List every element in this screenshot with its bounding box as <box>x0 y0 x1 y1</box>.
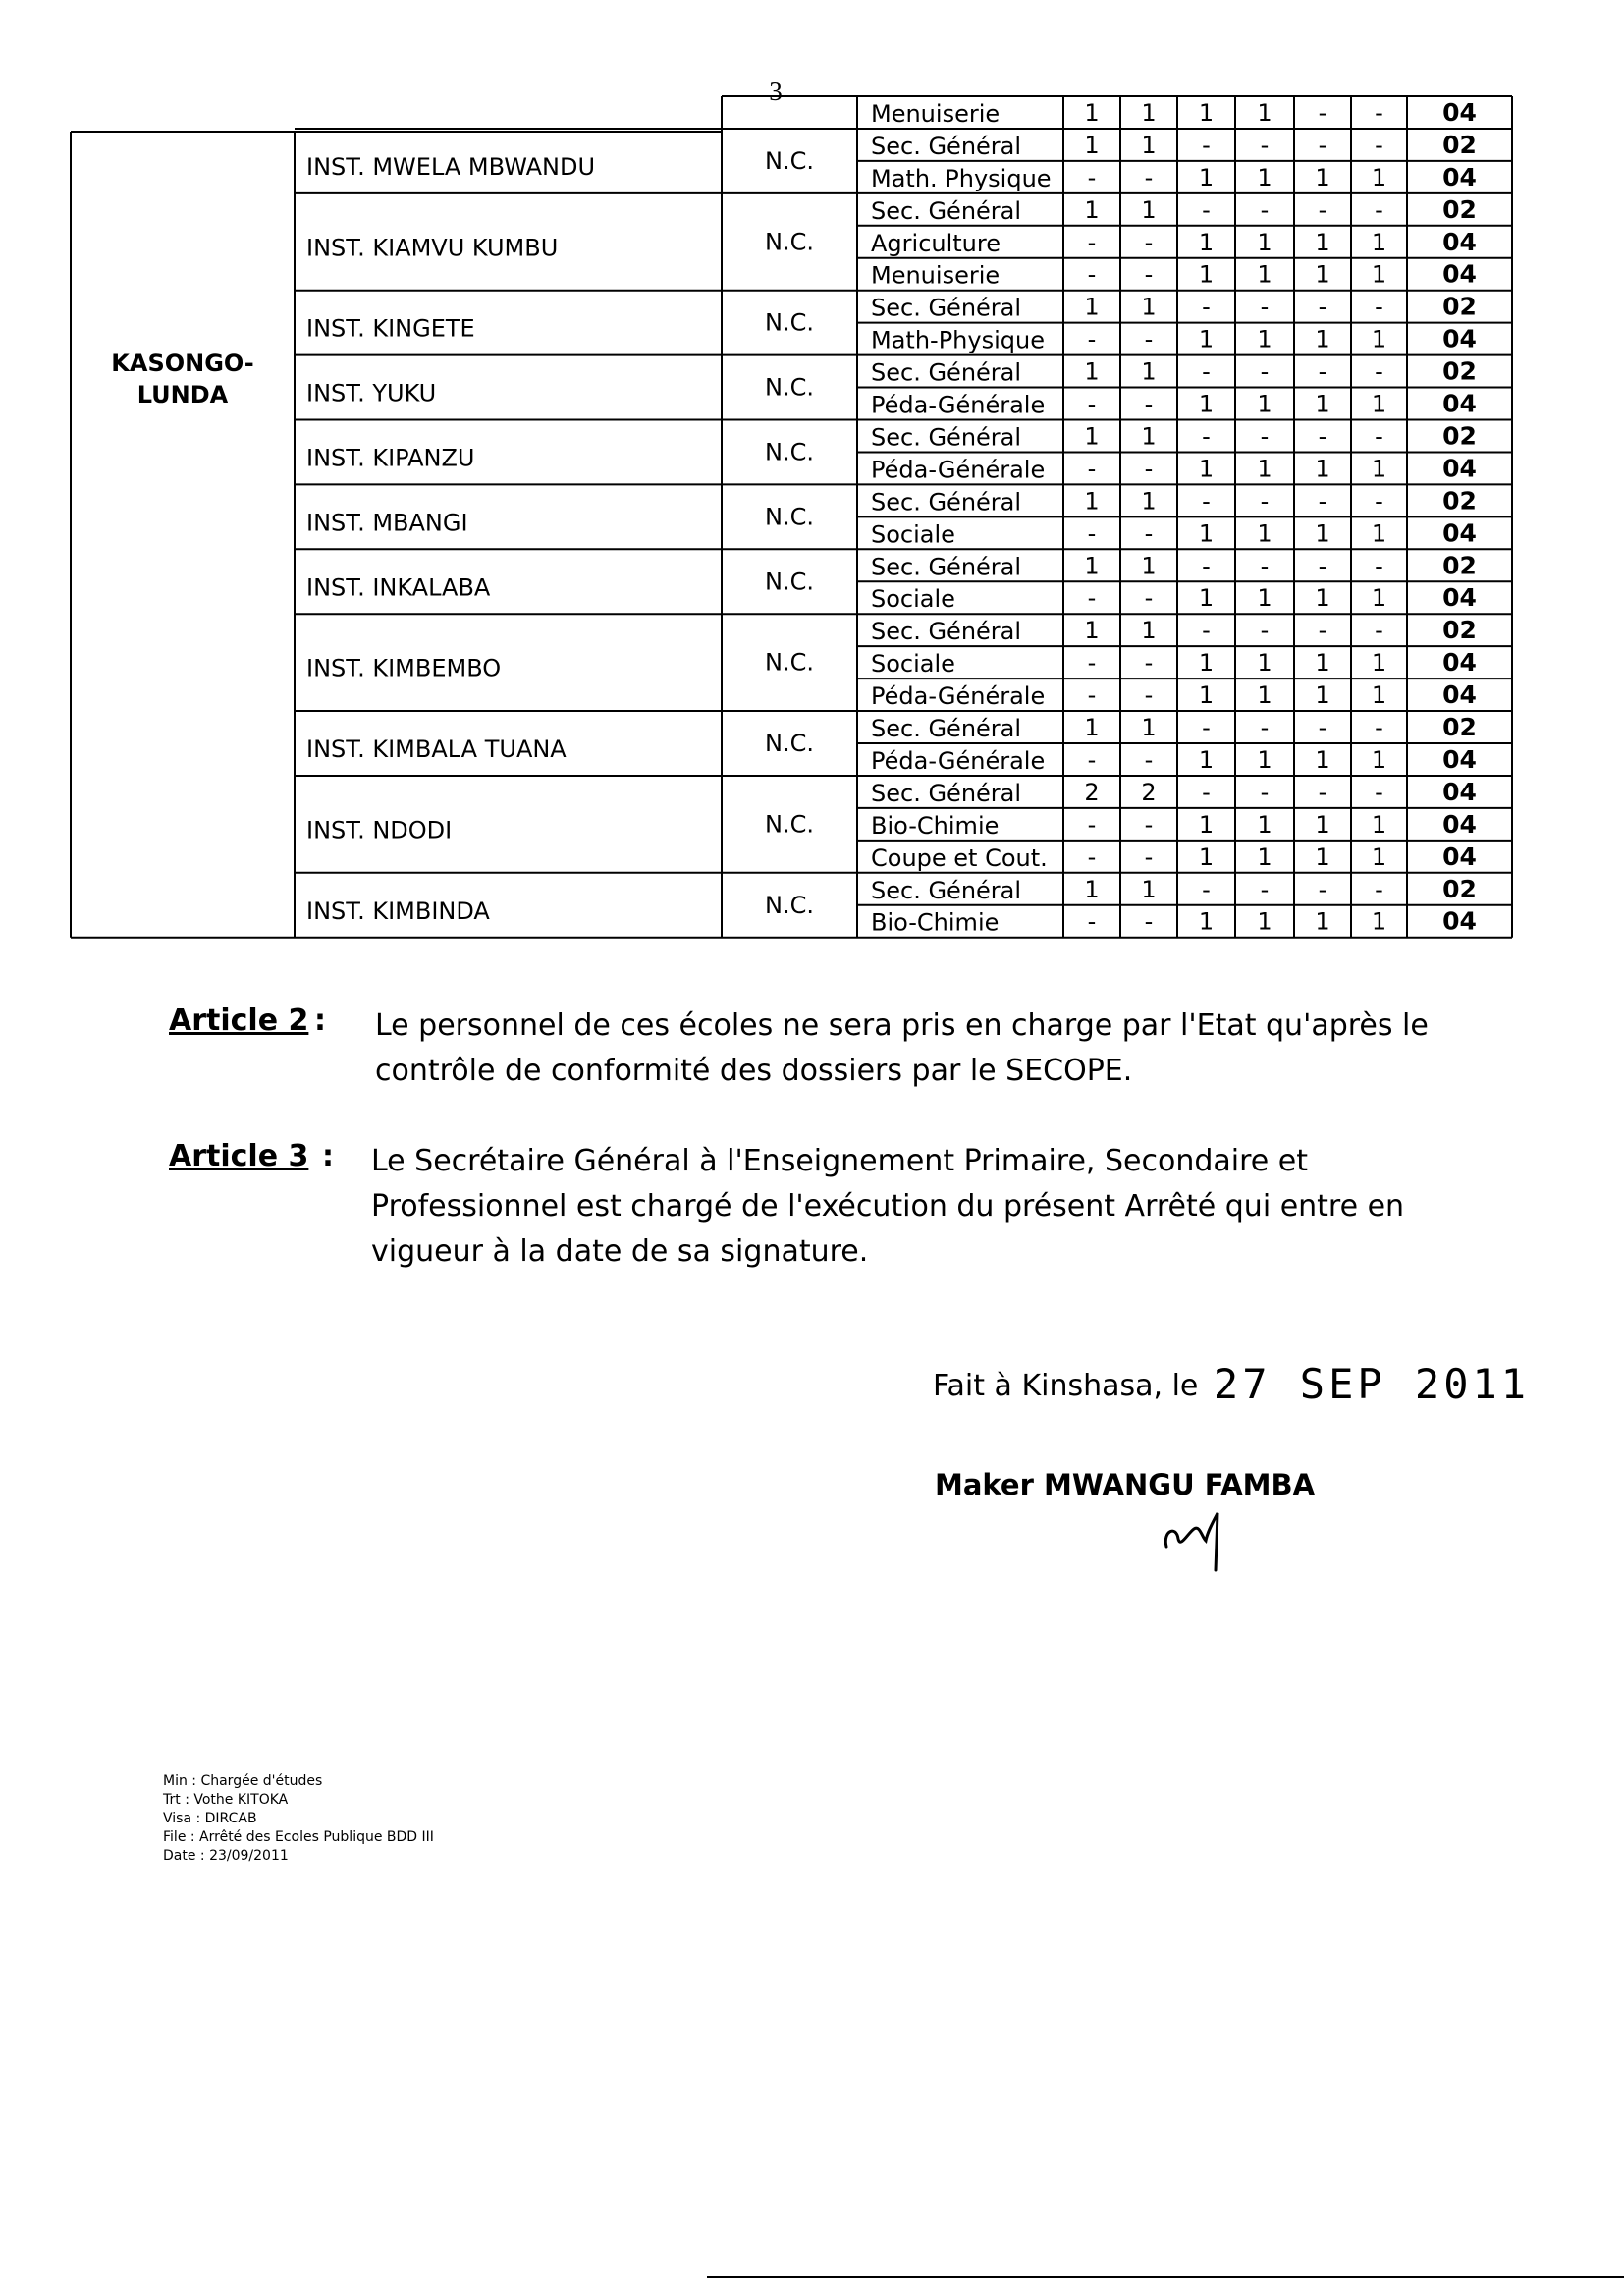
level-value: - <box>1087 907 1097 936</box>
level-value: 1 <box>1257 390 1272 418</box>
level-value: 1 <box>1371 519 1387 548</box>
level-value: - <box>1202 195 1211 224</box>
level-value: 1 <box>1141 293 1157 321</box>
level-value: - <box>1144 325 1154 353</box>
level-value: 1 <box>1257 681 1272 710</box>
level-value: 1 <box>1198 325 1215 353</box>
footer-line: Trt : Vothe KITOKA <box>163 1792 289 1808</box>
level-value: - <box>1202 778 1211 806</box>
footer-line: Visa : DIRCAB <box>163 1811 257 1826</box>
level-value: - <box>1087 649 1097 678</box>
level-value: 1 <box>1198 228 1215 256</box>
level-value: - <box>1318 195 1327 224</box>
level-value: 1 <box>1371 649 1387 678</box>
section-total: 04 <box>1442 518 1477 548</box>
school-status: N.C. <box>765 810 814 839</box>
level-value: 1 <box>1371 390 1387 418</box>
article-2-colon: : <box>314 1004 326 1038</box>
level-value: 1 <box>1315 907 1330 936</box>
section-name: Math. Physique <box>871 164 1052 192</box>
section-total: 04 <box>1442 227 1477 256</box>
school-status: N.C. <box>765 146 814 175</box>
level-value: - <box>1260 195 1270 224</box>
level-value: 1 <box>1257 649 1272 678</box>
level-value: 1 <box>1371 228 1387 256</box>
school-status: N.C. <box>765 228 814 256</box>
section-name: Sec. Général <box>871 196 1022 225</box>
school-name: INST. YUKU <box>306 379 437 408</box>
level-value: 1 <box>1315 745 1330 774</box>
level-value: - <box>1318 875 1327 903</box>
level-value: - <box>1202 714 1211 741</box>
school-name: INST. KIMBEMBO <box>306 654 502 682</box>
section-total: 04 <box>1442 680 1477 710</box>
level-value: - <box>1144 163 1154 191</box>
section-name: Menuiserie <box>871 99 1001 128</box>
section-total: 04 <box>1442 744 1477 774</box>
section-name: Agriculture <box>871 229 1001 257</box>
level-value: 1 <box>1257 584 1272 613</box>
date-stamp: 27 SEP 2011 <box>1213 1360 1531 1408</box>
section-name: Sec. Général <box>871 553 1022 581</box>
school-status: N.C. <box>765 308 814 337</box>
level-value: 1 <box>1315 228 1330 256</box>
school-status: N.C. <box>765 648 814 677</box>
page-number: 3 <box>769 77 783 106</box>
section-name: Sec. Général <box>871 715 1022 742</box>
level-value: - <box>1375 487 1383 516</box>
level-value: 1 <box>1198 98 1215 127</box>
level-value: - <box>1375 195 1383 224</box>
level-value: 1 <box>1198 455 1215 483</box>
level-value: 1 <box>1141 487 1157 516</box>
level-value: - <box>1260 875 1270 903</box>
level-value: 1 <box>1198 810 1215 839</box>
level-value: - <box>1144 745 1154 774</box>
section-name: Sec. Général <box>871 779 1022 807</box>
article-3-colon: : <box>322 1139 334 1173</box>
level-value: 1 <box>1257 843 1272 871</box>
level-value: - <box>1260 422 1270 451</box>
level-value: - <box>1144 260 1154 289</box>
level-value: - <box>1144 681 1154 710</box>
level-value: 1 <box>1084 422 1100 451</box>
level-value: 1 <box>1198 260 1215 289</box>
level-value: - <box>1375 422 1383 451</box>
level-value: 1 <box>1198 649 1215 678</box>
handwritten-signature <box>1159 1507 1237 1576</box>
level-value: 1 <box>1141 98 1157 127</box>
level-value: 1 <box>1257 745 1272 774</box>
section-total: 02 <box>1442 356 1477 386</box>
level-value: 1 <box>1371 163 1387 191</box>
section-name: Péda-Générale <box>871 682 1046 711</box>
footer-line: Date : 23/09/2011 <box>163 1848 289 1864</box>
level-value: - <box>1260 357 1270 386</box>
level-value: 1 <box>1257 98 1272 127</box>
level-value: 1 <box>1257 810 1272 839</box>
school-name: INST. KIMBALA TUANA <box>306 735 567 763</box>
level-value: - <box>1318 617 1327 645</box>
level-value: 1 <box>1141 195 1157 224</box>
level-value: - <box>1202 487 1211 516</box>
level-value: - <box>1375 98 1383 127</box>
level-value: - <box>1318 357 1327 386</box>
level-value: 1 <box>1257 325 1272 353</box>
level-value: 1 <box>1371 681 1387 710</box>
level-value: 1 <box>1084 875 1100 903</box>
level-value: 1 <box>1141 552 1157 580</box>
level-value: - <box>1087 843 1097 871</box>
level-value: - <box>1318 422 1327 451</box>
level-value: - <box>1087 390 1097 418</box>
level-value: 1 <box>1198 163 1215 191</box>
schools-table <box>0 0 1624 982</box>
section-name: Sec. Général <box>871 618 1022 646</box>
level-value: - <box>1318 487 1327 516</box>
section-total: 04 <box>1442 97 1477 127</box>
section-name: Péda-Générale <box>871 746 1046 775</box>
level-value: - <box>1202 131 1211 159</box>
level-value: 1 <box>1371 843 1387 871</box>
article-2-label: Article 2 <box>169 1004 309 1038</box>
level-value: 1 <box>1315 681 1330 710</box>
section-total: 02 <box>1442 130 1477 159</box>
level-value: 1 <box>1198 843 1215 871</box>
level-value: 1 <box>1315 325 1330 353</box>
level-value: 1 <box>1371 907 1387 936</box>
section-name: Sec. Général <box>871 294 1022 322</box>
level-value: - <box>1375 131 1383 159</box>
section-total: 04 <box>1442 648 1477 678</box>
level-value: - <box>1375 357 1383 386</box>
school-status: N.C. <box>765 568 814 596</box>
level-value: 1 <box>1257 228 1272 256</box>
article-3-text: Le Secrétaire Général à l'Enseignement Primaire, Secondaire et Professionnel est chargé de l'exécution du présent Arrêté qui entre en vigueur à la date de sa signature. <box>371 1144 1405 1269</box>
section-name: Menuiserie <box>871 261 1001 290</box>
section-total: 04 <box>1442 583 1477 613</box>
level-value: 1 <box>1257 260 1272 289</box>
level-value: 1 <box>1084 357 1100 386</box>
level-value: - <box>1318 552 1327 580</box>
footer-metadata <box>163 1772 434 1866</box>
level-value: - <box>1202 357 1211 386</box>
level-value: - <box>1318 131 1327 159</box>
level-value: - <box>1087 745 1097 774</box>
level-value: 1 <box>1315 810 1330 839</box>
level-value: 1 <box>1084 487 1100 516</box>
school-status: N.C. <box>765 503 814 531</box>
level-value: - <box>1318 293 1327 321</box>
section-total: 04 <box>1442 162 1477 191</box>
level-value: 1 <box>1371 260 1387 289</box>
school-name: INST. KIMBINDA <box>306 897 490 925</box>
school-name: INST. NDODI <box>306 816 453 844</box>
article-2-text: Le personnel de ces écoles ne sera pris en charge par l'Etat qu'après le contrôle de conformité des dossiers par le SECOPE. <box>375 1008 1429 1088</box>
region-name: LUNDA <box>136 381 229 408</box>
level-value: 1 <box>1141 357 1157 386</box>
level-value: - <box>1375 552 1383 580</box>
level-value: - <box>1144 519 1154 548</box>
level-value: 1 <box>1141 714 1157 741</box>
level-value: 1 <box>1315 649 1330 678</box>
level-value: - <box>1375 875 1383 903</box>
level-value: - <box>1087 163 1097 191</box>
level-value: - <box>1202 552 1211 580</box>
level-value: 1 <box>1315 260 1330 289</box>
level-value: - <box>1202 617 1211 645</box>
level-value: - <box>1144 228 1154 256</box>
school-status: N.C. <box>765 730 814 757</box>
level-value: 1 <box>1084 714 1100 741</box>
section-name: Bio-Chimie <box>871 908 1000 937</box>
level-value: 1 <box>1315 843 1330 871</box>
school-name: INST. KIAMVU KUMBU <box>306 234 559 262</box>
school-name: INST. KINGETE <box>306 314 475 343</box>
level-value: - <box>1087 228 1097 256</box>
level-value: - <box>1144 907 1154 936</box>
school-status: N.C. <box>765 891 814 919</box>
section-total: 04 <box>1442 906 1477 936</box>
level-value: - <box>1375 617 1383 645</box>
level-value: - <box>1087 810 1097 839</box>
school-status: N.C. <box>765 438 814 466</box>
level-value: 2 <box>1141 778 1157 806</box>
level-value: - <box>1318 714 1327 741</box>
section-total: 04 <box>1442 809 1477 839</box>
section-total: 02 <box>1442 713 1477 741</box>
level-value: 1 <box>1315 390 1330 418</box>
level-value: - <box>1260 778 1270 806</box>
section-total: 02 <box>1442 292 1477 321</box>
level-value: - <box>1260 293 1270 321</box>
level-value: 1 <box>1198 390 1215 418</box>
section-total: 04 <box>1442 454 1477 483</box>
footer-line: File : Arrêté des Ecoles Publique BDD III <box>163 1829 434 1845</box>
section-name: Sec. Général <box>871 876 1022 904</box>
section-name: Sec. Général <box>871 358 1022 387</box>
section-name: Math-Physique <box>871 326 1045 354</box>
level-value: - <box>1260 487 1270 516</box>
section-name: Sec. Général <box>871 423 1022 452</box>
level-value: 1 <box>1371 584 1387 613</box>
level-value: 1 <box>1315 455 1330 483</box>
section-name: Sociale <box>871 650 955 679</box>
section-name: Coupe et Cout. <box>871 843 1048 872</box>
level-value: - <box>1144 843 1154 871</box>
region-name: KASONGO- <box>111 350 254 377</box>
level-value: 1 <box>1084 552 1100 580</box>
level-value: - <box>1144 390 1154 418</box>
level-value: - <box>1202 875 1211 903</box>
section-total: 02 <box>1442 486 1477 516</box>
signatory-name: Maker MWANGU FAMBA <box>935 1468 1316 1501</box>
level-value: - <box>1375 714 1383 741</box>
level-value: - <box>1318 778 1327 806</box>
level-value: 1 <box>1371 325 1387 353</box>
section-name: Péda-Générale <box>871 456 1046 484</box>
level-value: 2 <box>1084 778 1100 806</box>
level-value: 1 <box>1084 617 1100 645</box>
section-total: 02 <box>1442 616 1477 645</box>
school-name: INST. MBANGI <box>306 509 468 537</box>
level-value: - <box>1144 649 1154 678</box>
level-value: - <box>1318 98 1327 127</box>
school-name: INST. MWELA MBWANDU <box>306 152 596 181</box>
section-total: 02 <box>1442 874 1477 903</box>
level-value: - <box>1087 455 1097 483</box>
level-value: 1 <box>1084 293 1100 321</box>
level-value: - <box>1144 455 1154 483</box>
footer-line: Min : Chargée d'études <box>163 1773 323 1789</box>
level-value: - <box>1087 519 1097 548</box>
bottom-rule <box>707 2276 1624 2278</box>
section-name: Péda-Générale <box>871 391 1046 419</box>
section-name: Sec. Général <box>871 132 1022 160</box>
level-value: - <box>1260 617 1270 645</box>
section-name: Bio-Chimie <box>871 811 1000 840</box>
section-name: Sec. Général <box>871 488 1022 516</box>
level-value: 1 <box>1315 163 1330 191</box>
level-value: 1 <box>1198 681 1215 710</box>
level-value: 1 <box>1257 163 1272 191</box>
section-name: Sociale <box>871 585 955 614</box>
level-value: 1 <box>1371 745 1387 774</box>
level-value: - <box>1202 293 1211 321</box>
level-value: 1 <box>1198 745 1215 774</box>
level-value: - <box>1260 552 1270 580</box>
level-value: 1 <box>1257 907 1272 936</box>
level-value: - <box>1144 810 1154 839</box>
section-total: 02 <box>1442 421 1477 451</box>
section-total: 04 <box>1442 324 1477 353</box>
level-value: 1 <box>1141 617 1157 645</box>
level-value: 1 <box>1141 422 1157 451</box>
level-value: 1 <box>1084 98 1100 127</box>
place-label: Fait à Kinshasa, le <box>933 1369 1199 1403</box>
level-value: - <box>1260 714 1270 741</box>
level-value: 1 <box>1257 455 1272 483</box>
level-value: 1 <box>1315 584 1330 613</box>
section-name: Sociale <box>871 520 955 549</box>
level-value: 1 <box>1198 519 1215 548</box>
section-total: 02 <box>1442 551 1477 580</box>
level-value: - <box>1087 584 1097 613</box>
section-total: 02 <box>1442 194 1477 224</box>
level-value: - <box>1087 325 1097 353</box>
school-name: INST. KIPANZU <box>306 444 475 472</box>
school-status: N.C. <box>765 373 814 402</box>
article-3-label: Article 3 <box>169 1139 309 1173</box>
section-total: 04 <box>1442 259 1477 289</box>
level-value: 1 <box>1141 875 1157 903</box>
level-value: - <box>1087 260 1097 289</box>
level-value: - <box>1087 681 1097 710</box>
level-value: - <box>1375 293 1383 321</box>
section-total: 04 <box>1442 842 1477 871</box>
level-value: - <box>1202 422 1211 451</box>
school-name: INST. INKALABA <box>306 573 491 602</box>
level-value: - <box>1144 584 1154 613</box>
place-and-date <box>933 1360 1530 1408</box>
level-value: 1 <box>1315 519 1330 548</box>
level-value: 1 <box>1371 455 1387 483</box>
level-value: - <box>1375 778 1383 806</box>
level-value: 1 <box>1198 584 1215 613</box>
section-total: 04 <box>1442 777 1477 806</box>
level-value: 1 <box>1084 195 1100 224</box>
level-value: 1 <box>1198 907 1215 936</box>
level-value: 1 <box>1371 810 1387 839</box>
level-value: 1 <box>1084 131 1100 159</box>
section-total: 04 <box>1442 389 1477 418</box>
level-value: 1 <box>1257 519 1272 548</box>
level-value: 1 <box>1141 131 1157 159</box>
level-value: - <box>1260 131 1270 159</box>
